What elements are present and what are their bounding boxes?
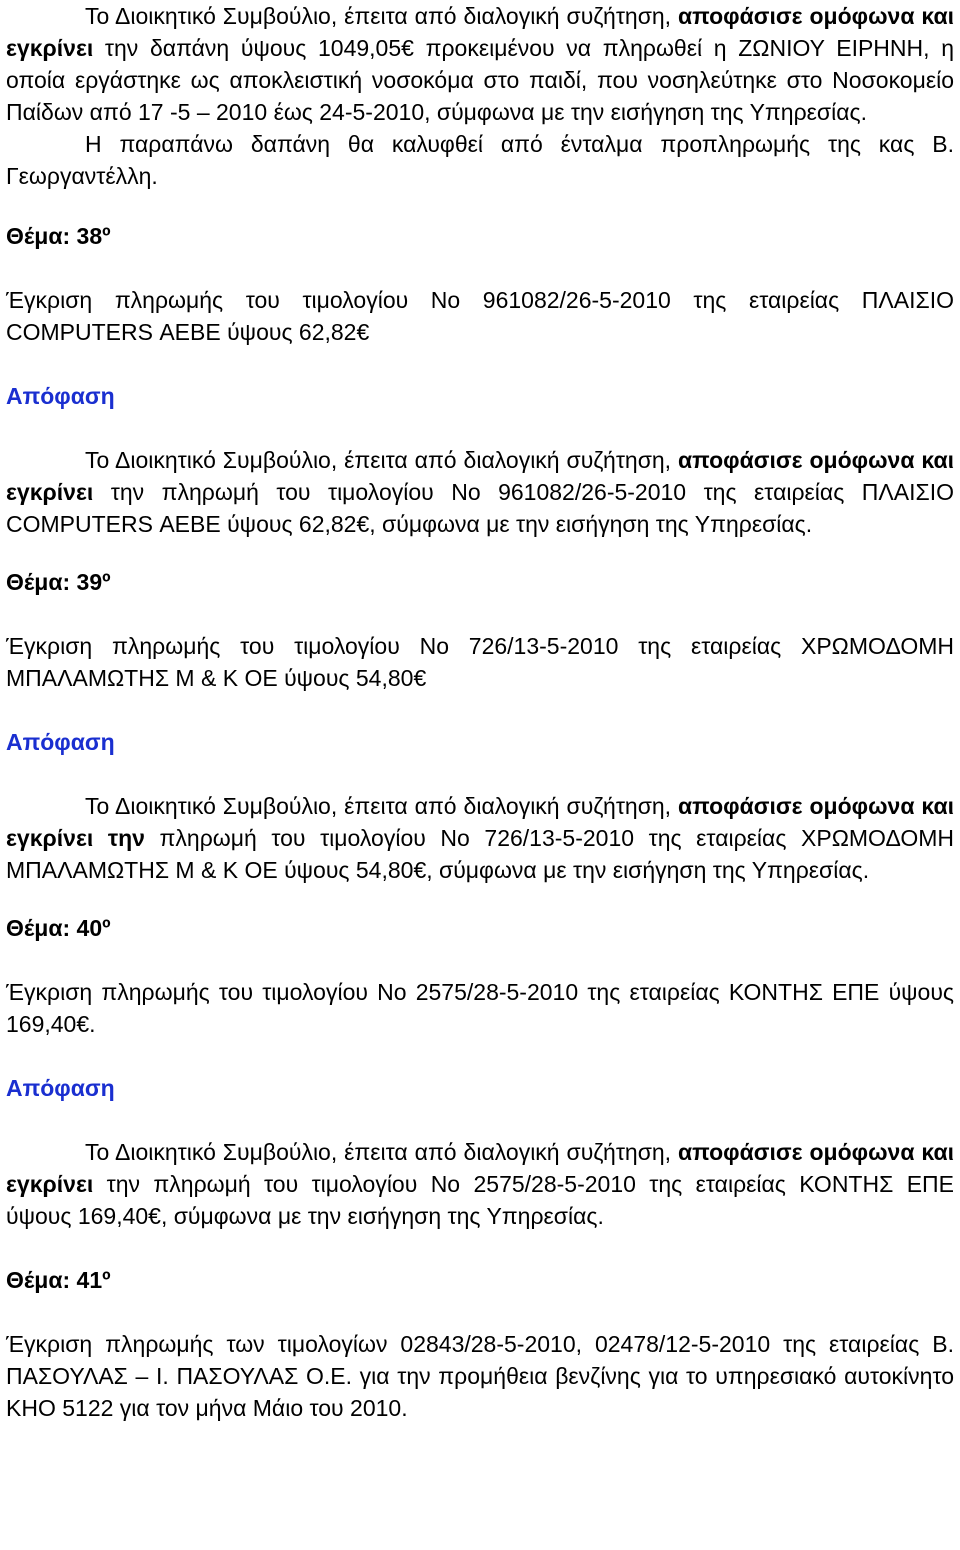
decision-rest: την δαπάνη ύψους 1049,05€ προκειμένου να πληρωθεί η ΖΩΝΙΟΥ ΕΙΡΗΝΗ, η οποία εργάστηκε ως αποκλειστική νοσοκόμα στο παιδί, που νοσηλεύτηκε στο Νοσοκομείο Παίδων από 17 -5 – 2010 έως 24-5-2010, σύμφωνα με την εισήγηση της Υπηρεσίας. bbox=[6, 35, 954, 125]
decision-rest: πληρωμή του τιμολογίου Νο 726/13-5-2010 της εταιρείας ΧΡΩΜΟΔΟΜΗ ΜΠΑΛΑΜΩΤΗΣ Μ & Κ ΟΕ ύψους 54,80€, σύμφωνα με την εισήγηση της Υπηρεσίας. bbox=[6, 825, 954, 883]
topic-38-decision-label: Απόφαση bbox=[6, 383, 115, 409]
topic-39-subject: Έγκριση πληρωμής του τιμολογίου Νο 726/13-5-2010 της εταιρείας ΧΡΩΜΟΔΟΜΗ ΜΠΑΛΑΜΩΤΗΣ Μ & Κ ΟΕ ύψους 54,80€ bbox=[6, 633, 954, 691]
topic-38-heading: Θέμα: 38º bbox=[6, 223, 111, 249]
topic-39-heading: Θέμα: 39º bbox=[6, 569, 111, 595]
decision-rest: την πληρωμή του τιμολογίου Νο 2575/28-5-2010 της εταιρείας ΚΟΝΤΗΣ ΕΠΕ ύψους 169,40€, σύμφωνα με την εισήγηση της Υπηρεσίας. bbox=[6, 1171, 954, 1229]
topic-38-subject: Έγκριση πληρωμής του τιμολογίου Νο 961082/26-5-2010 της εταιρείας ΠΛΑΙΣΙΟ COMPUTERS ΑΕΒΕ ύψους 62,82€ bbox=[6, 287, 954, 345]
decision-intro: Το Διοικητικό Συμβούλιο, έπειτα από διαλογική συζήτηση, bbox=[85, 447, 679, 473]
decision-intro: Το Διοικητικό Συμβούλιο, έπειτα από διαλογική συζήτηση, bbox=[85, 1139, 679, 1165]
decision-paragraph-37 bbox=[6, 0, 954, 128]
decision-bold: αποφάσισε ομόφωνα και εγκρίνει bbox=[6, 447, 954, 505]
decision-bold: αποφάσισε ομόφωνα και εγκρίνει την bbox=[6, 793, 954, 851]
topic-40-heading: Θέμα: 40º bbox=[6, 915, 111, 941]
decision-rest: την πληρωμή του τιμολογίου Νο 961082/26-5-2010 της εταιρείας ΠΛΑΙΣΙΟ COMPUTERS ΑΕΒΕ ύψους 62,82€, σύμφωνα με την εισήγηση της Υπηρεσίας. bbox=[6, 479, 954, 537]
topic-40-decision-label: Απόφαση bbox=[6, 1075, 115, 1101]
topic-40-subject: Έγκριση πληρωμής του τιμολογίου Νο 2575/28-5-2010 της εταιρείας ΚΟΝΤΗΣ ΕΠΕ ύψους 169,40€. bbox=[6, 979, 954, 1037]
decision-intro: Το Διοικητικό Συμβούλιο, έπειτα από διαλογική συζήτηση, bbox=[85, 3, 679, 29]
topic-39-decision-label: Απόφαση bbox=[6, 729, 115, 755]
topic-38-decision-text bbox=[6, 444, 954, 540]
document-page bbox=[6, 0, 954, 1424]
decision-bold: αποφάσισε ομόφωνα και εγκρίνει bbox=[6, 3, 954, 61]
funding-note-paragraph: Η παραπάνω δαπάνη θα καλυφθεί από ένταλμα προπληρωμής της κας Β. Γεωργαντέλλη. bbox=[6, 131, 954, 189]
topic-41-subject: Έγκριση πληρωμής των τιμολογίων 02843/28-5-2010, 02478/12-5-2010 της εταιρείας Β. ΠΑΣΟΥΛΑΣ – Ι. ΠΑΣΟΥΛΑΣ Ο.Ε. για την προμήθεια βενζίνης για το υπηρεσιακό αυτοκίνητο ΚΗΟ 5122 για τον μήνα Μάιο του 2010. bbox=[6, 1331, 954, 1421]
decision-intro: Το Διοικητικό Συμβούλιο, έπειτα από διαλογική συζήτηση, bbox=[85, 793, 679, 819]
topic-41-heading: Θέμα: 41º bbox=[6, 1267, 111, 1293]
decision-bold: αποφάσισε ομόφωνα και εγκρίνει bbox=[6, 1139, 954, 1197]
topic-40-decision-text bbox=[6, 1136, 954, 1232]
topic-39-decision-text bbox=[6, 790, 954, 886]
